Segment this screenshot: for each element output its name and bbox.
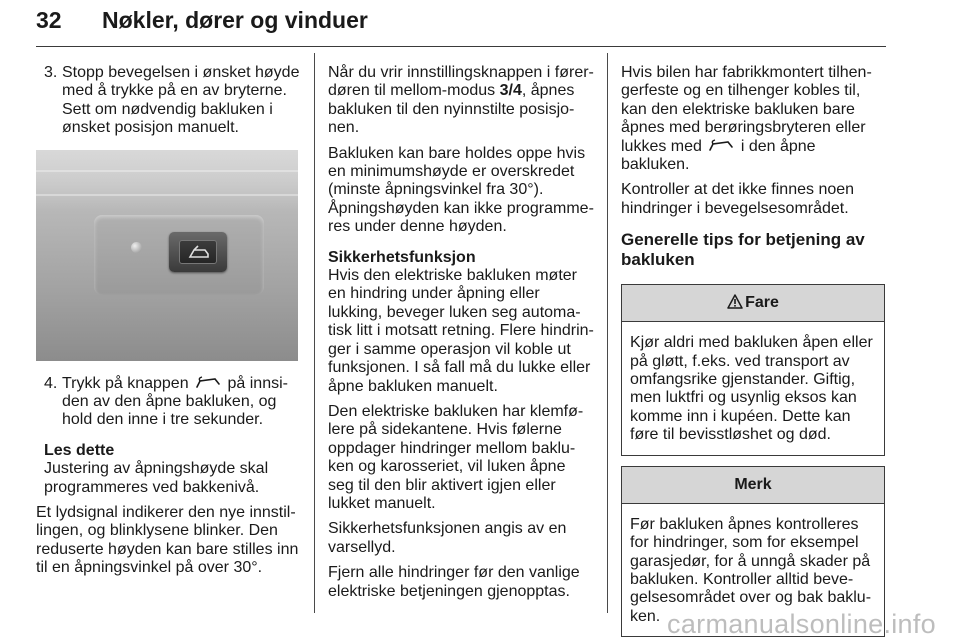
paragraph: Sikkerhetsfunksjonen angis av en varsellyd.: [328, 520, 567, 556]
warning-header: [622, 285, 884, 322]
step-3: [36, 64, 304, 138]
tailgate-button-icon: [188, 245, 210, 261]
step-number: 4.: [44, 374, 58, 392]
paragraph: Et lydsignal indikerer den nye innstil-lingen, og blinklysene blinker. Den reduserte høyden kan bare stilles inn til en åpningsvinkel på over 30°.: [36, 504, 299, 577]
section-heading: Generelle tips for betjening av bakluken: [621, 230, 865, 270]
column-middle: [328, 64, 594, 608]
paragraph: Kontroller at det ikke finnes noen hindringer i bevegelsesområdet.: [621, 181, 855, 217]
column-right: [621, 64, 887, 637]
paragraph: Bakluken kan bare holdes oppe hvis en minimumshøyde er overskredet (minste åpningsvinkel fra 30°). Åpningshøyden kan ikke programme-res under denne høyden.: [328, 144, 594, 236]
warning-text: Kjør aldri med bakluken åpen eller på gløtt, f.eks. ved transport av omfangsrike gjenstander. Giftig, men luktfri og usynlig eksos kan komme inn i kupéen. Dette kan føre til bevisstløshet og død.: [630, 334, 873, 444]
mode-label: 3/4: [499, 82, 522, 100]
page-header: [36, 0, 886, 47]
note-text: Før bakluken åpnes kontrolleres for hindringer, som for eksempel garasjedør, for å unngå skader på bakluken. Kontroller alltid beve-gelsesområdet over og bak baklu-ken.: [630, 515, 872, 625]
paragraph: Fjern alle hindringer før den vanlige elektriske betjeningen gjenopptas.: [328, 564, 580, 600]
warning-triangle-icon: [727, 294, 743, 309]
step-4: [36, 375, 304, 430]
column-left: [36, 64, 304, 585]
screw-icon: [131, 242, 142, 253]
column-divider: [314, 53, 315, 613]
step-list: [36, 64, 304, 138]
note-title: Merk: [622, 467, 884, 504]
step-text-after: på innsi-den av den åpne bakluken, og hold den inne i tre sekunder.: [62, 374, 288, 429]
note-heading: Les dette: [44, 441, 115, 459]
paragraph: Den elektriske bakluken har klemfø-lere på sidekantene. Hvis følerne oppdager hindringer mellom baklu-ken og karosseriet, vil luken åpne seg til den blir aktivert igjen eller lukket manuelt.: [328, 402, 584, 512]
tailgate-button-icon: [708, 139, 734, 152]
tailgate-switch: [169, 232, 227, 272]
step-text-before: Trykk på knappen: [62, 374, 189, 392]
tailgate-button-photo: [36, 150, 298, 361]
watermark: carmanualsonline.info: [667, 609, 936, 639]
column-divider: [607, 53, 608, 613]
note-text: Justering av åpningshøyde skal programmeres ved bakkenivå.: [44, 460, 269, 496]
warning-title: Fare: [745, 294, 779, 312]
section-heading: Sikkerhetsfunksjon: [328, 248, 476, 266]
step-list: [36, 375, 304, 430]
paragraph: Når du vrir innstillingsknappen i fører-døren til mellom-modus 3/4, åpnes bakluken til den nyinnstilte posisjo-nen.: [328, 64, 594, 137]
warning-box: [621, 284, 885, 455]
step-text: Stopp bevegelsen i ønsket høyde med å trykke på en av bryterne. Sett om nødvendig bakluken i ønsket posisjon manuelt.: [62, 64, 300, 137]
tailgate-button-icon: [195, 376, 221, 389]
step-number: 3.: [44, 64, 58, 81]
page-number: 32: [36, 7, 62, 33]
paragraph: Hvis bilen har fabrikkmontert tilhen-gerfeste og en tilhenger kobles til, kan den elektriske bakluken bare åpnes med berøringsbryteren eller lukkes med i den åpne bakluken.: [621, 64, 872, 174]
paragraph: Hvis den elektriske bakluken møter en hindring under åpning eller lukking, beveger luken seg automa-tisk litt i motsatt retning. Flere hindrin-ger i samme operasjon vil koble ut funksjonen. I så fall må du lukke eller åpne bakluken manuelt.: [328, 267, 594, 395]
chapter-title: Nøkler, dører og vinduer: [102, 7, 368, 33]
